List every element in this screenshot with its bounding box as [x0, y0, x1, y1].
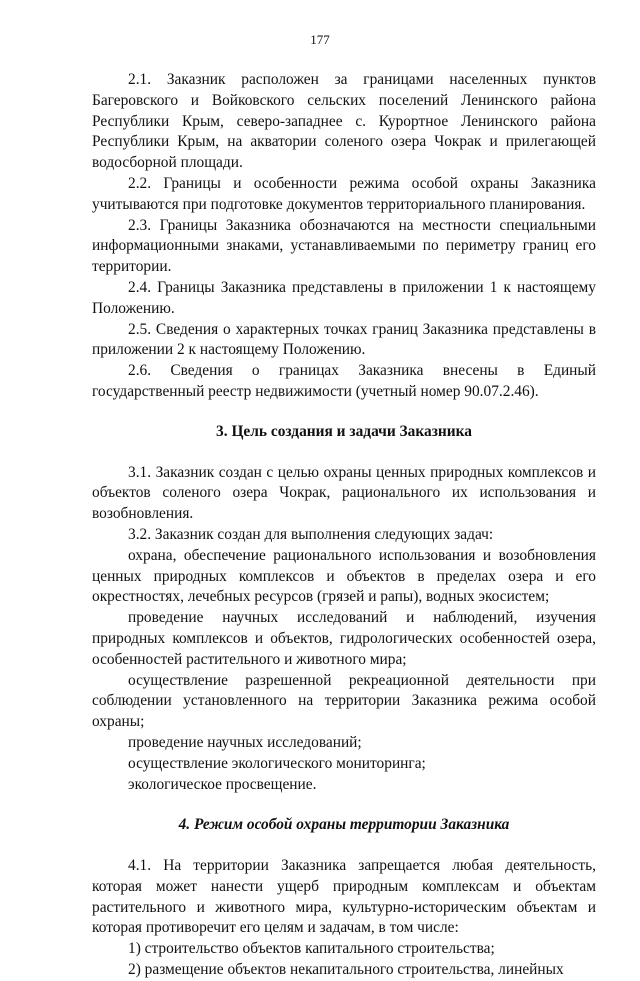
task-item: охрана, обеспечение рационального использования и возобновления ценных природных комплексов и объектов в пределах озера и его окрестностях, лечебных ресурсов (грязей и рапы), водных экосистем; — [92, 546, 596, 606]
paragraph-4-1: 4.1. На территории Заказника запрещается любая деятельность, которая может нанести ущерб природным комплексам и объектам растительного и животного мира, культурно-историческим объектам и которая противоречит его целям и задачам, в том числе: — [92, 857, 596, 937]
prohibition-item: 2) размещение объектов некапитального строительства, линейных — [128, 961, 564, 979]
paragraph-2-2: 2.2. Границы и особенности режима особой охраны Заказника учитываются при подготовке документов территориального планирования. — [92, 174, 596, 213]
task-item: проведение научных исследований; — [128, 733, 362, 751]
paragraph-2-3: 2.3. Границы Заказника обозначаются на местности специальными информационными знаками, устанавливаемыми по периметру границ его территории. — [92, 216, 596, 276]
task-item: осуществление экологического мониторинга; — [128, 754, 426, 772]
paragraph-2-5: 2.5. Сведения о характерных точках границ Заказника представлены в приложении 2 к настоящему Положению. — [92, 320, 596, 359]
task-item: проведение научных исследований и наблюдений, изучения природных комплексов и объектов, гидрологических особенностей озера, особенностей растительного и животного мира; — [92, 609, 596, 668]
paragraph-2-6: 2.6. Сведения о границах Заказника внесены в Единый государственный реестр недвижимости (учетный номер 90.07.2.46). — [92, 362, 596, 400]
task-item: осуществление разрешенной рекреационной деятельности при соблюдении установленного на территории Заказника режима особой охраны; — [92, 671, 596, 731]
paragraph-2-4: 2.4. Границы Заказника представлены в приложении 1 к настоящему Положению. — [92, 278, 596, 317]
document-body — [92, 70, 596, 981]
section-3-heading: 3. Цель создания и задачи Заказника — [216, 422, 472, 440]
task-item: экологическое просвещение. — [128, 775, 317, 793]
page-number: 177 — [310, 32, 330, 47]
section-4-heading: 4. Режим особой охраны территории Заказника — [178, 816, 510, 834]
prohibition-item: 1) строительство объектов капитального строительства; — [128, 940, 495, 958]
paragraph-2-1: 2.1. Заказник расположен за границами населенных пунктов Багеровского и Войковского сельских поселений Ленинского района Республики Крым, северо-западнее с. Курортное Ленинского района Республики Крым, на акватории соленого озера Чокрак и прилегающей водосборной площади. — [92, 71, 596, 172]
paragraph-3-2: 3.2. Заказник создан для выполнения следующих задач: — [128, 525, 494, 543]
paragraph-3-1: 3.1. Заказник создан с целью охраны ценных природных комплексов и объектов соленого озера Чокрак, рационального их использования и возобновления. — [92, 463, 596, 523]
